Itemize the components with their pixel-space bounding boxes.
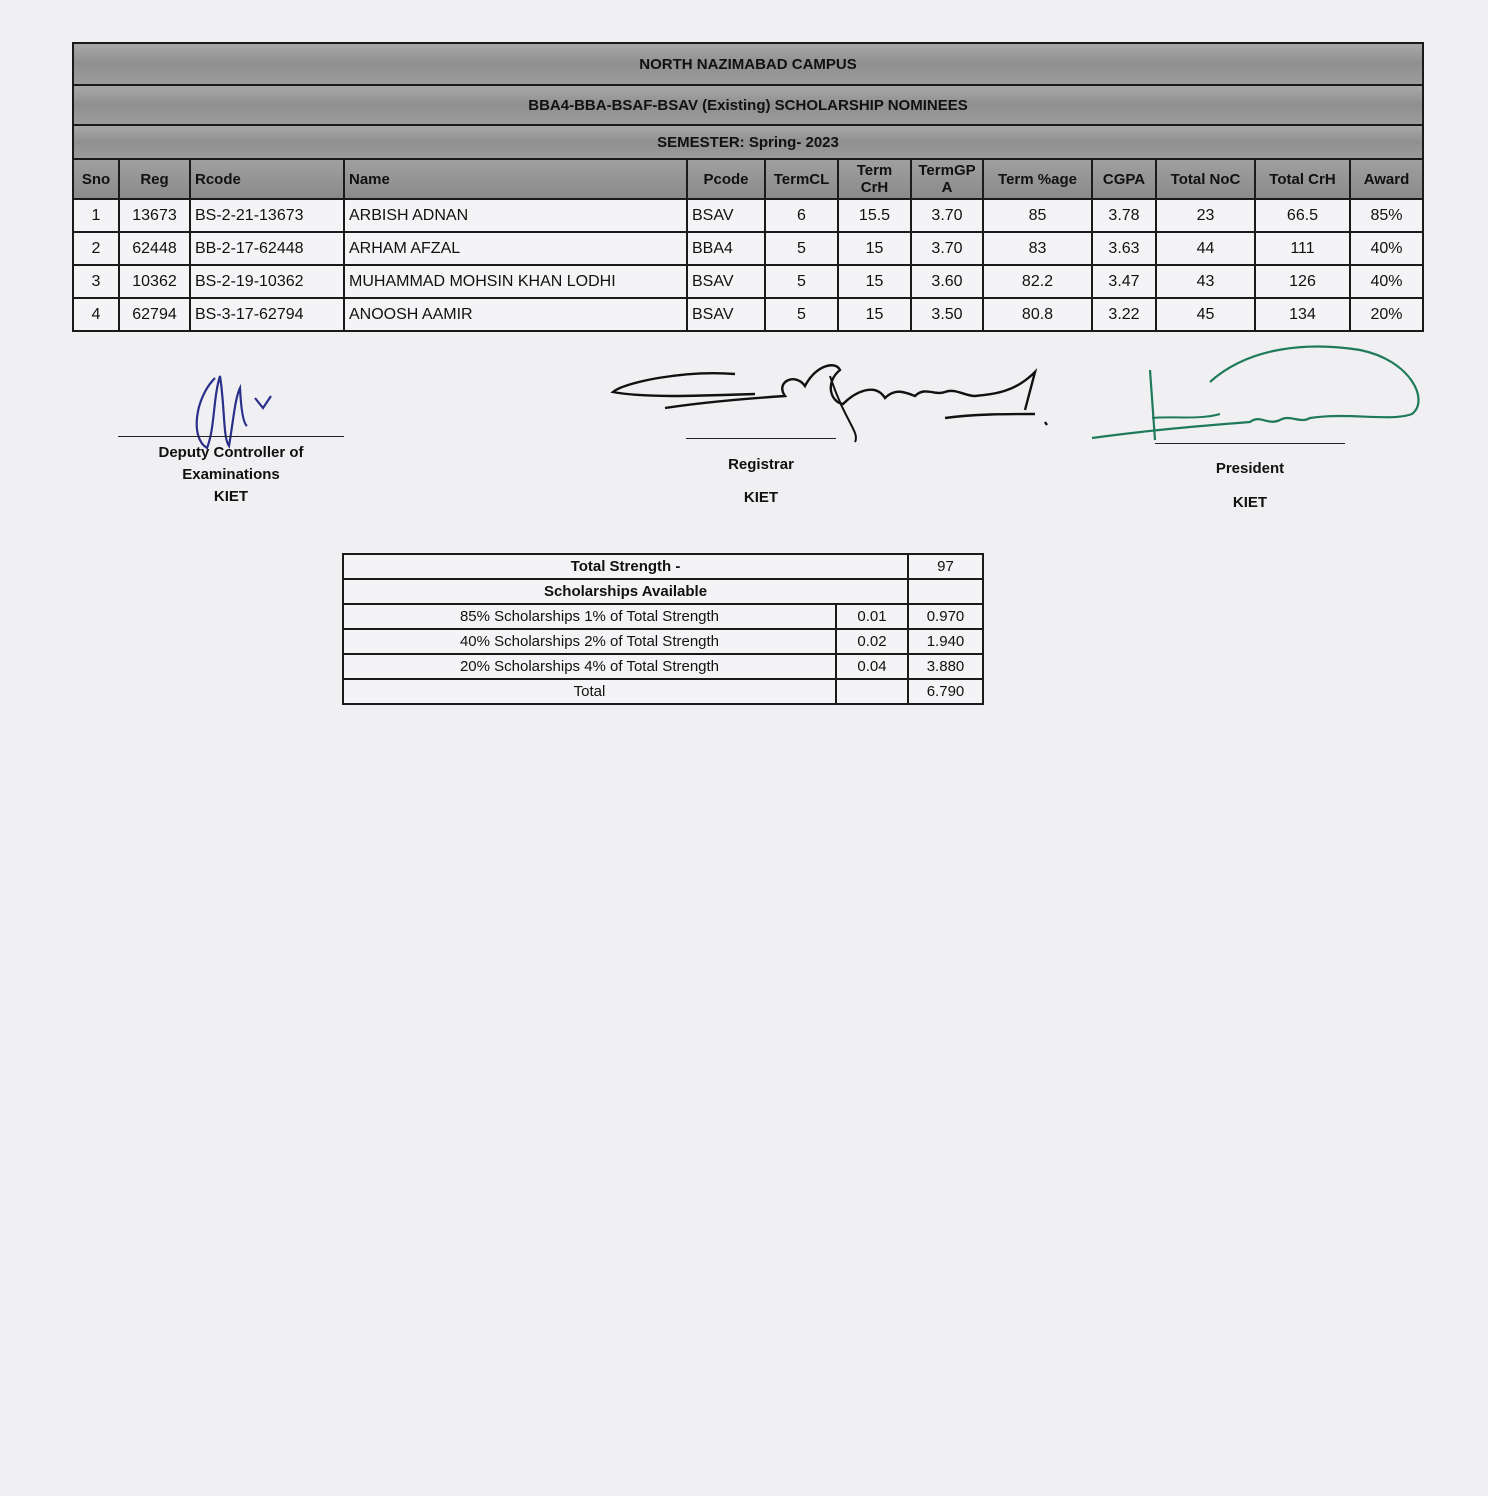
cell-total-crh: 66.5 [1255,199,1350,232]
cell-term-crh: 15 [838,298,911,331]
cell-sno: 4 [73,298,119,331]
registrar-signature [605,352,1065,452]
summary-total-value: 6.790 [908,679,983,704]
col-termgpa: TermGPA [911,159,983,199]
cell-sno: 2 [73,232,119,265]
cell-termcl: 5 [765,265,838,298]
cell-termcl: 5 [765,298,838,331]
cell-total-crh: 111 [1255,232,1350,265]
col-pcode: Pcode [687,159,765,199]
col-cgpa: CGPA [1092,159,1156,199]
cell-term-age: 83 [983,232,1092,265]
col-rcode: Rcode [190,159,344,199]
cell-name: ARBISH ADNAN [344,199,687,232]
cell-rcode: BB-2-17-62448 [190,232,344,265]
col-total-noc: Total NoC [1156,159,1255,199]
col-term-age: Term %age [983,159,1092,199]
scholarships-available-label: Scholarships Available [343,579,908,604]
summary-line-rate: 0.02 [836,629,908,654]
registrar-signature-line [686,438,836,439]
cell-reg: 62794 [119,298,190,331]
cell-total-noc: 45 [1156,298,1255,331]
cell-name: MUHAMMAD MOHSIN KHAN LODHI [344,265,687,298]
summary-total-rate [836,679,908,704]
deputy-title-line1: Deputy Controller of [158,444,304,461]
cell-rcode: BS-3-17-62794 [190,298,344,331]
cell-term-age: 80.8 [983,298,1092,331]
cell-pcode: BSAV [687,298,765,331]
cell-termcl: 5 [765,232,838,265]
cell-pcode: BSAV [687,265,765,298]
cell-reg: 10362 [119,265,190,298]
cell-sno: 3 [73,265,119,298]
cell-termgpa: 3.70 [911,199,983,232]
cell-termgpa: 3.70 [911,232,983,265]
cell-cgpa: 3.22 [1092,298,1156,331]
cell-reg: 13673 [119,199,190,232]
title-banner: BBA4-BBA-BSAF-BSAV (Existing) SCHOLARSHIP NOMINEES [73,85,1423,125]
registrar-caption [686,456,836,506]
table-row [73,232,1423,265]
cell-term-crh: 15 [838,265,911,298]
cell-award: 40% [1350,265,1423,298]
column-header-row [73,159,1423,199]
summary-line-label: 20% Scholarships 4% of Total Strength [343,654,836,679]
col-termcl: TermCL [765,159,838,199]
semester-banner: SEMESTER: Spring- 2023 [73,125,1423,159]
cell-cgpa: 3.78 [1092,199,1156,232]
col-term-crh: Term CrH [838,159,911,199]
president-signature-line [1155,443,1345,444]
scholarship-summary-table [342,553,984,705]
cell-rcode: BS-2-19-10362 [190,265,344,298]
cell-total-noc: 23 [1156,199,1255,232]
registrar-org: KIET [743,489,779,506]
total-strength-value: 97 [908,554,983,579]
president-title: President [1215,460,1285,477]
summary-line-rate: 0.01 [836,604,908,629]
deputy-org: KIET [213,488,249,505]
cell-reg: 62448 [119,232,190,265]
summary-line-rate: 0.04 [836,654,908,679]
cell-cgpa: 3.63 [1092,232,1156,265]
col-sno: Sno [73,159,119,199]
cell-pcode: BBA4 [687,232,765,265]
cell-award: 85% [1350,199,1423,232]
cell-pcode: BSAV [687,199,765,232]
cell-total-noc: 44 [1156,232,1255,265]
cell-termcl: 6 [765,199,838,232]
president-signature [1090,330,1430,450]
cell-total-crh: 134 [1255,298,1350,331]
cell-total-crh: 126 [1255,265,1350,298]
scholarships-available-value [908,579,983,604]
cell-name: ARHAM AFZAL [344,232,687,265]
cell-termgpa: 3.50 [911,298,983,331]
col-total-crh: Total CrH [1255,159,1350,199]
deputy-title-line2: Examinations [182,466,280,483]
registrar-title: Registrar [728,456,794,473]
col-name: Name [344,159,687,199]
cell-term-crh: 15.5 [838,199,911,232]
summary-total-label: Total [343,679,836,704]
cell-rcode: BS-2-21-13673 [190,199,344,232]
table-row [73,298,1423,331]
table-row [73,199,1423,232]
cell-award: 40% [1350,232,1423,265]
summary-line-label: 85% Scholarships 1% of Total Strength [343,604,836,629]
summary-line-label: 40% Scholarships 2% of Total Strength [343,629,836,654]
cell-term-age: 85 [983,199,1092,232]
deputy-signature-line [118,436,344,437]
campus-banner: NORTH NAZIMABAD CAMPUS [73,43,1423,85]
deputy-caption [118,442,344,508]
cell-total-noc: 43 [1156,265,1255,298]
table-row [73,265,1423,298]
summary-line-value: 3.880 [908,654,983,679]
total-strength-label: Total Strength - [343,554,908,579]
president-org: KIET [1232,494,1268,511]
cell-termgpa: 3.60 [911,265,983,298]
cell-cgpa: 3.47 [1092,265,1156,298]
cell-term-age: 82.2 [983,265,1092,298]
nominees-table [72,42,1424,332]
col-award: Award [1350,159,1423,199]
president-caption [1155,460,1345,511]
cell-name: ANOOSH AAMIR [344,298,687,331]
summary-line-value: 1.940 [908,629,983,654]
cell-award: 20% [1350,298,1423,331]
cell-sno: 1 [73,199,119,232]
cell-term-crh: 15 [838,232,911,265]
col-reg: Reg [119,159,190,199]
summary-line-value: 0.970 [908,604,983,629]
